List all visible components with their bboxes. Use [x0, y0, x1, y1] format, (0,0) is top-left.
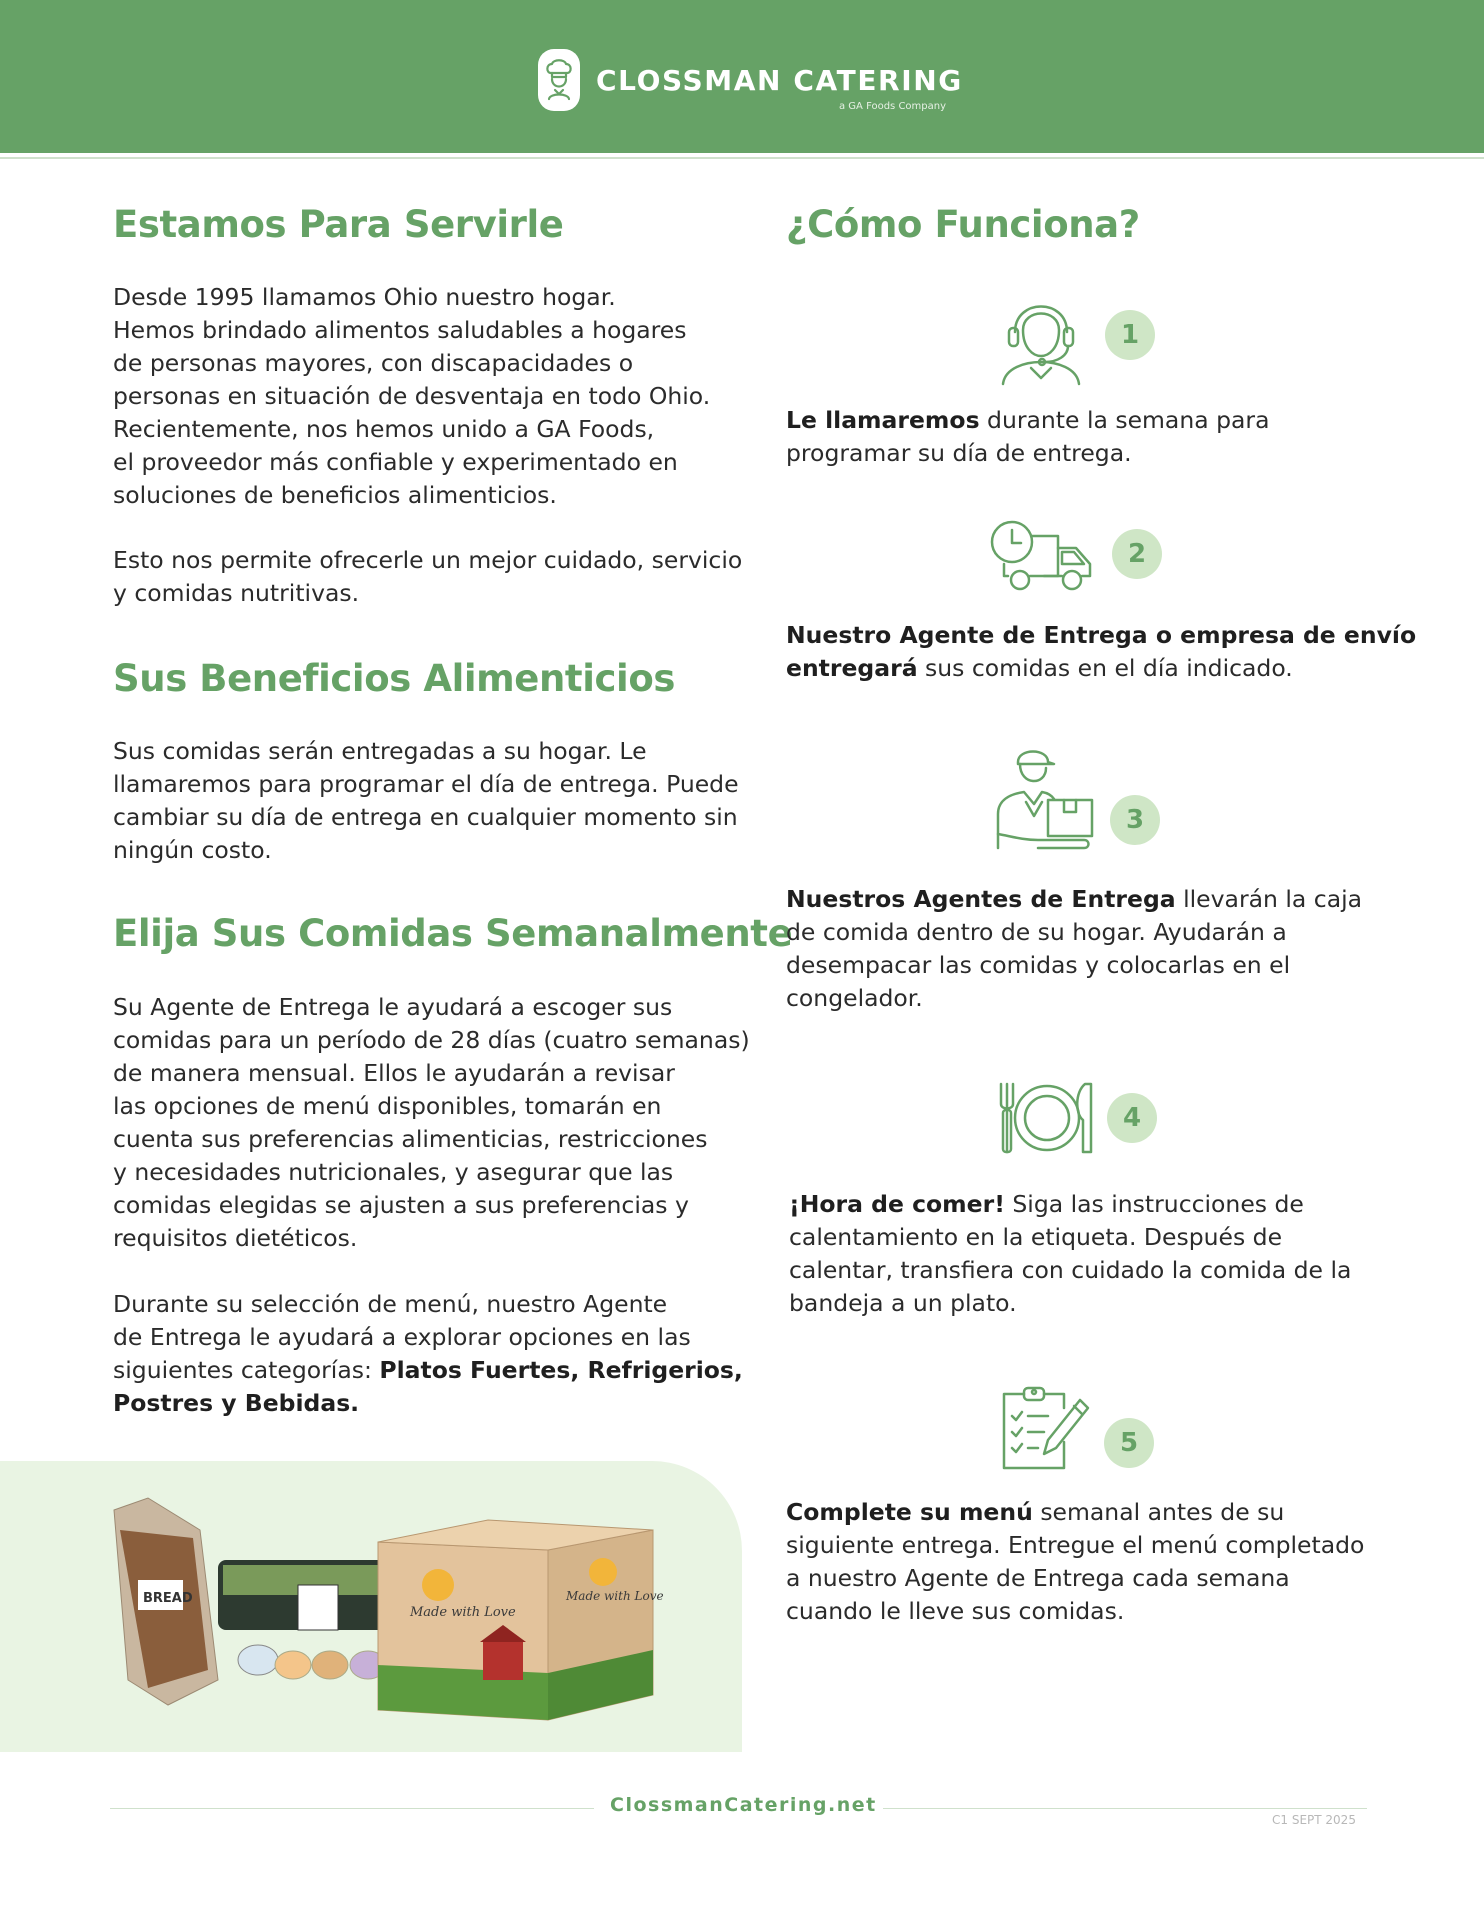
box-label-front: Made with Love — [410, 1605, 516, 1620]
section-title-how-it-works: ¿Cómo Funciona? — [786, 203, 1140, 246]
meal-box-illustration — [108, 1490, 668, 1740]
plate-fork-knife-icon — [997, 1080, 1093, 1156]
section-title-benefits: Sus Beneficios Alimenticios — [113, 657, 675, 700]
brand-name: CLOSSMAN CATERING — [596, 64, 963, 97]
step-number-4: 4 — [1107, 1093, 1157, 1143]
step-text-1 — [786, 404, 1269, 470]
logo-badge — [538, 49, 580, 111]
footer-divider-right — [883, 1808, 1367, 1809]
box-label-side: Made with Love — [566, 1589, 664, 1603]
step-text-4 — [789, 1188, 1351, 1320]
step-bold-2: Nuestro Agente de Entrega o empresa de envío entregará — [786, 621, 1417, 682]
step-number-5: 5 — [1104, 1418, 1154, 1468]
categories-list: Platos Fuertes, Refrigerios, Postres y Bebidas. — [113, 1356, 743, 1417]
step-text-5 — [786, 1496, 1364, 1628]
section-text-benefits: Sus comidas serán entregadas a su hogar. Le llamaremos para programar el día de entrega. Puede cambiar su día de entrega en cualquier momento sin ningún costo. — [113, 737, 739, 864]
step-bold-4: ¡Hora de comer! — [789, 1190, 1005, 1218]
brand-tagline: a GA Foods Company — [839, 101, 947, 112]
step-desc-5: semanal antes de su siguiente entrega. Entregue el menú completado a nuestro Agente de Entrega cada semana cuando le lleve sus comidas. — [786, 1498, 1365, 1625]
section-text-weekly-meals: Su Agente de Entrega le ayudará a escoger sus comidas para un período de 28 días (cuatro semanas) de manera mensual. Ellos le ayudarán a revisar las opciones de menú disponibles, tomarán en cuenta sus preferencias alimenticias, restricciones y necesidades nutricionales, y asegurar que las comidas elegidas se ajusten a sus preferencias y requisitos dietéticos. — [113, 993, 750, 1252]
section-text-categories — [113, 1288, 743, 1420]
step-bold-5: Complete su menú — [786, 1498, 1033, 1526]
delivery-person-box-icon — [990, 744, 1104, 854]
step-desc-1: durante la semana para programar su día de entrega. — [786, 406, 1270, 467]
step-desc-4: Siga las instrucciones de calentamiento en la etiqueta. Después de calentar, transfiera con cuidado la comida de la bandeja a un plato. — [789, 1190, 1352, 1317]
step-text-2 — [786, 619, 1416, 685]
step-bold-1: Le llamaremos — [786, 406, 980, 434]
step-desc-2: sus comidas en el día indicado. — [917, 654, 1293, 682]
header-divider — [0, 157, 1484, 159]
footer-website-link[interactable]: ClossmanCatering.net — [610, 1794, 877, 1816]
categories-intro: Durante su selección de menú, nuestro Agente de Entrega le ayudará a explorar opciones en las siguientes categorías: — [113, 1290, 691, 1384]
footer-doc-code: C1 SEPT 2025 — [1272, 1813, 1356, 1827]
step-desc-3: llevarán la caja de comida dentro de su hogar. Ayudarán a desempacar las comidas y colocarlas en el congelador. — [786, 885, 1363, 1012]
step-text-3 — [786, 883, 1362, 1015]
section-title-weekly-meals: Elija Sus Comidas Semanalmente — [113, 912, 793, 955]
chef-icon — [538, 49, 580, 111]
headset-agent-icon — [995, 290, 1087, 386]
step-number-2: 2 — [1112, 529, 1162, 579]
clipboard-pencil-icon — [1000, 1384, 1092, 1472]
step-number-3: 3 — [1110, 795, 1160, 845]
section-title-serving: Estamos Para Servirle — [113, 203, 564, 246]
delivery-truck-clock-icon — [990, 518, 1096, 592]
bread-label: BREAD — [143, 1591, 193, 1606]
step-number-1: 1 — [1105, 310, 1155, 360]
step-bold-3: Nuestros Agentes de Entrega — [786, 885, 1176, 913]
footer-divider-left — [110, 1808, 594, 1809]
section-text-history: Desde 1995 llamamos Ohio nuestro hogar. Hemos brindado alimentos saludables a hogares de personas mayores, con discapacidades o personas en situación de desventaja en todo Ohio. Recientemente, nos hemos unido a GA Foods, el proveedor más confiable y experimentado en soluciones de beneficios alimenticios. — [113, 283, 711, 509]
section-text-care: Esto nos permite ofrecerle un mejor cuidado, servicio y comidas nutritivas. — [113, 546, 743, 607]
